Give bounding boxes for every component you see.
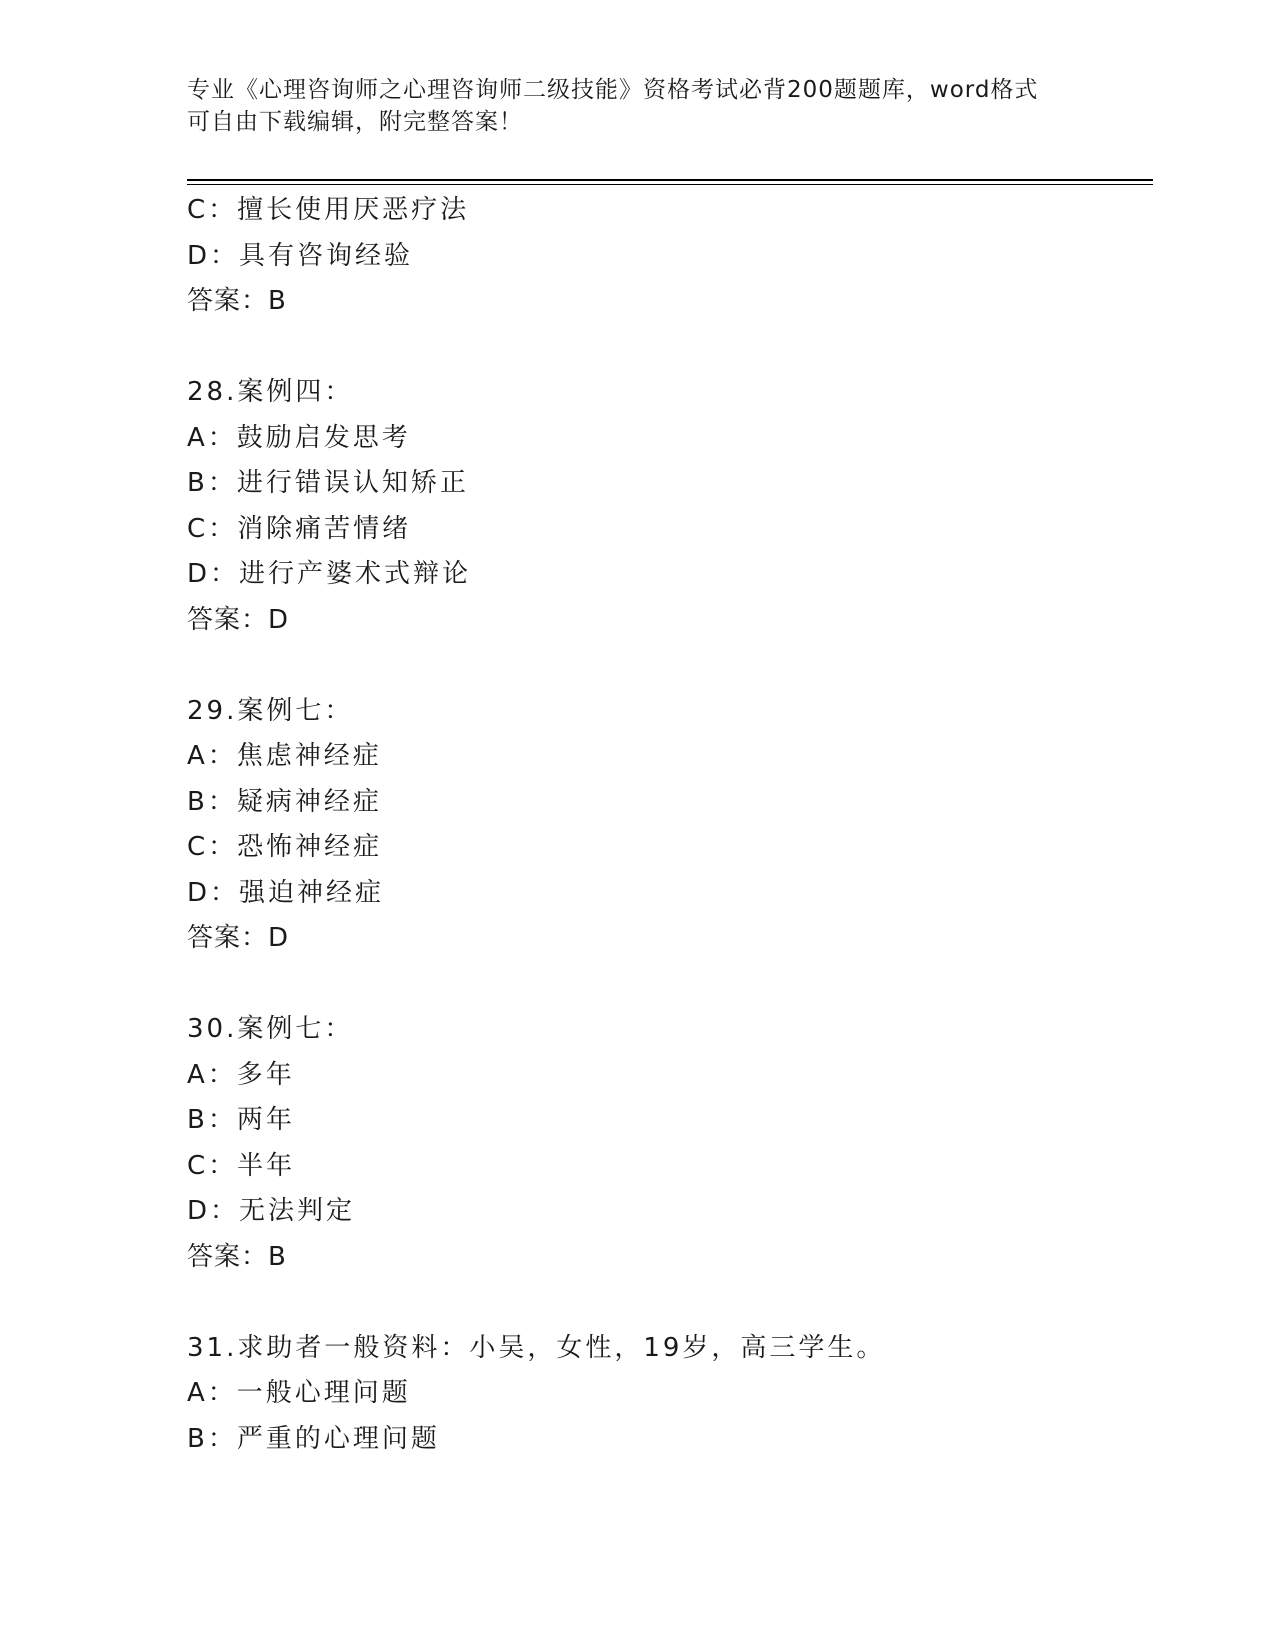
option-b: B：两年 — [187, 1105, 295, 1135]
header-divider-thin — [187, 184, 1153, 185]
question-stem: 29.案例七： — [187, 695, 354, 726]
option-b: B：严重的心理问题 — [187, 1423, 440, 1454]
answer: 答案：D — [187, 604, 290, 635]
option-c: C：半年 — [187, 1150, 296, 1181]
header-line-1: 专业《心理咨询师之心理咨询师二级技能》资格考试必背200题题库，word格式 — [187, 77, 1039, 103]
option-c: C：消除痛苦情绪 — [187, 513, 412, 544]
answer: 答案：B — [187, 286, 287, 316]
option-b: B：疑病神经症 — [187, 786, 382, 817]
option-d: D：强迫神经症 — [187, 877, 385, 908]
question-31 — [187, 1326, 1147, 1463]
header-divider-thick — [187, 179, 1153, 181]
option-a: A：一般心理问题 — [187, 1378, 411, 1408]
question-stem: 31.求助者一般资料：小吴，女性，19岁，高三学生。 — [187, 1332, 886, 1363]
option-b: B：进行错误认知矫正 — [187, 468, 469, 498]
question-28 — [187, 370, 1147, 643]
question-stem: 30.案例七： — [187, 1014, 354, 1044]
question-30 — [187, 1007, 1147, 1280]
option-d: D：进行产婆术式辩论 — [187, 559, 472, 589]
option-d: D：具有咨询经验 — [187, 240, 414, 271]
option-a: A：鼓励启发思考 — [187, 422, 411, 453]
answer: 答案：B — [187, 1241, 287, 1272]
option-c: C：恐怖神经症 — [187, 832, 383, 862]
answer: 答案：D — [187, 923, 290, 953]
question-stem: 28.案例四： — [187, 377, 354, 407]
option-d: D：无法判定 — [187, 1196, 356, 1226]
question-list — [187, 188, 1147, 1462]
question-27-tail — [187, 188, 1147, 325]
document-header — [187, 74, 1087, 138]
question-29 — [187, 689, 1147, 962]
header-line-2: 可自由下载编辑，附完整答案！ — [187, 109, 523, 135]
option-c: C：擅长使用厌恶疗法 — [187, 195, 470, 225]
option-a: A：焦虑神经症 — [187, 741, 382, 771]
option-a: A：多年 — [187, 1059, 295, 1090]
